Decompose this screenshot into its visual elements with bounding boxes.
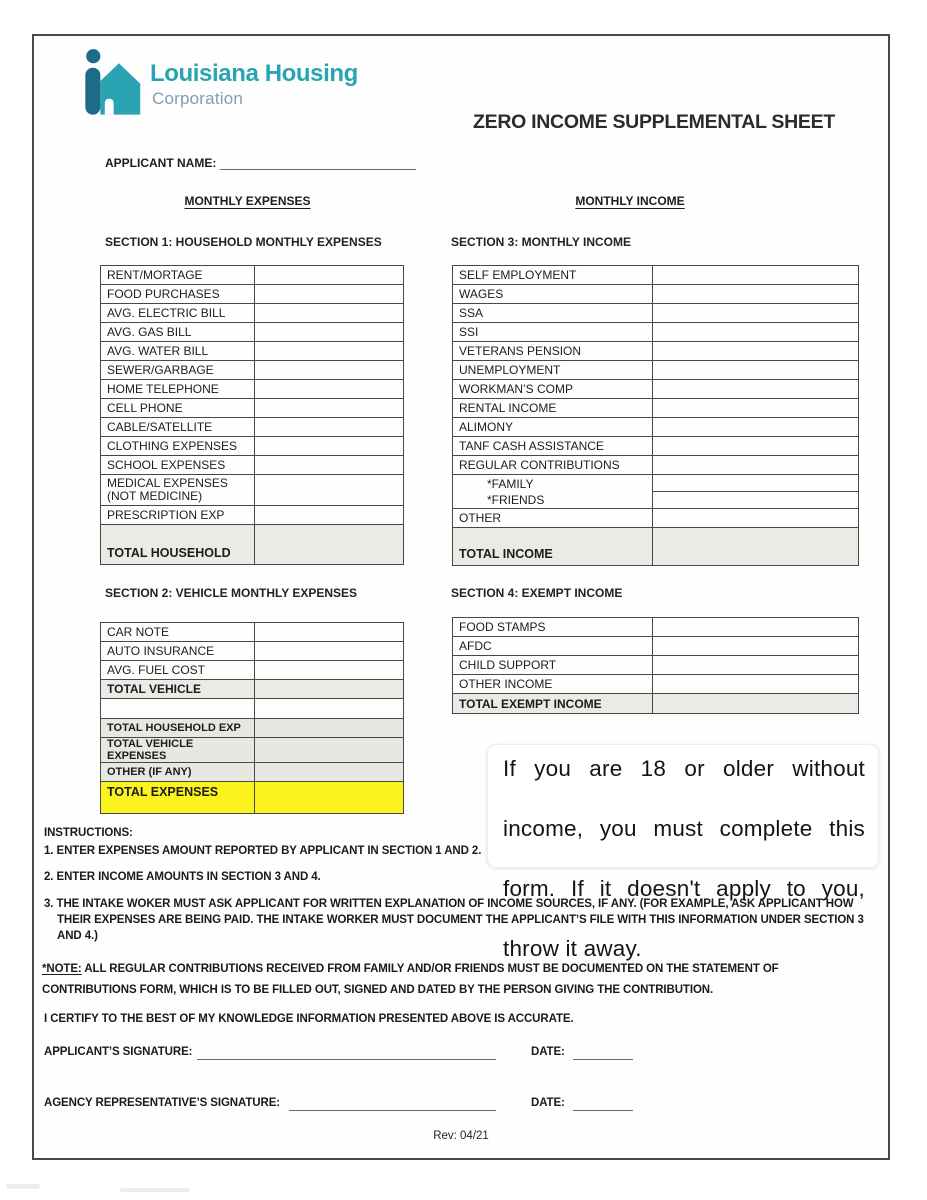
summary-row <box>101 763 404 782</box>
sticker-text-line: throw it away. <box>503 936 642 961</box>
income-label-cell: AFDC <box>453 637 653 656</box>
amount-cell[interactable] <box>653 342 859 361</box>
total-amount-cell[interactable] <box>255 525 404 565</box>
amount-cell[interactable] <box>255 506 404 525</box>
amount-cell[interactable] <box>653 675 859 694</box>
instruction-item: 2. ENTER INCOME AMOUNTS IN SECTION 3 AND 4. <box>44 871 321 883</box>
amount-cell[interactable] <box>653 399 859 418</box>
summary-row <box>101 738 404 763</box>
note-label: *NOTE: <box>42 963 82 975</box>
income-label-cell: *FAMILY *FRIENDS <box>453 475 653 509</box>
table-row <box>453 285 859 304</box>
expense-label-cell: CELL PHONE <box>101 399 255 418</box>
income-label-cell: WORKMAN’S COMP <box>453 380 653 399</box>
blank-cell <box>101 699 255 719</box>
amount-cell[interactable] <box>653 618 859 637</box>
amount-cell[interactable] <box>653 492 859 509</box>
expense-label-cell: HOME TELEPHONE <box>101 380 255 399</box>
family-friends-row <box>453 475 859 492</box>
expense-label-cell: RENT/MORTAGE <box>101 266 255 285</box>
income-label-cell: REGULAR CONTRIBUTIONS <box>453 456 653 475</box>
total-expenses-row <box>101 782 404 814</box>
instruction-item: 3. THE INTAKE WOKER MUST ASK APPLICANT FOR WRITTEN EXPLANATION OF INCOME SOURCES, IF ANY. (FOR EXAMPLE, ASK APPLICANT HOW THEIR EXPENSES ARE BEING PAID. THE INTAKE WORKER MUST DOCUMENT THE APPLICANT’S FILE WITH THIS INFORMATION UNDER SECTION 3 AND 4.) <box>44 898 864 942</box>
amount-cell[interactable] <box>255 323 404 342</box>
amount-cell[interactable] <box>653 418 859 437</box>
amount-cell[interactable] <box>653 509 859 528</box>
scan-artifact <box>6 1184 40 1189</box>
applicant-date-field[interactable] <box>573 1046 633 1060</box>
expense-label-cell: CLOTHING EXPENSES <box>101 437 255 456</box>
table-row <box>101 475 404 506</box>
income-label-cell: UNEMPLOYMENT <box>453 361 653 380</box>
table-row <box>101 380 404 399</box>
sticker-text-line: income, you must complete this <box>503 816 865 841</box>
applicant-name-label: APPLICANT NAME: <box>105 156 217 170</box>
section1-heading: SECTION 1: HOUSEHOLD MONTHLY EXPENSES <box>105 235 382 249</box>
amount-cell[interactable] <box>255 304 404 323</box>
monthly-income-header: MONTHLY INCOME <box>575 194 685 208</box>
page-title: ZERO INCOME SUPPLEMENTAL SHEET <box>473 111 835 133</box>
date-label: DATE: <box>531 1097 565 1109</box>
amount-cell[interactable] <box>255 738 404 763</box>
total-amount-cell[interactable] <box>255 680 404 699</box>
section3-table <box>452 265 859 566</box>
table-row <box>453 437 859 456</box>
income-label-cell: CHILD SUPPORT <box>453 656 653 675</box>
summary-row <box>101 719 404 738</box>
income-label-cell: RENTAL INCOME <box>453 399 653 418</box>
total-amount-cell[interactable] <box>653 528 859 566</box>
amount-cell[interactable] <box>653 656 859 675</box>
agency-signature-field[interactable] <box>289 1097 496 1111</box>
applicant-name-field[interactable] <box>220 157 416 170</box>
table-row <box>453 656 859 675</box>
income-label-cell: SSA <box>453 304 653 323</box>
amount-cell[interactable] <box>653 323 859 342</box>
expense-label-cell: AVG. FUEL COST <box>101 661 255 680</box>
amount-cell[interactable] <box>653 266 859 285</box>
income-label-cell: OTHER <box>453 509 653 528</box>
total-vehicle-row <box>101 680 404 699</box>
certification-statement: I CERTIFY TO THE BEST OF MY KNOWLEDGE INFORMATION PRESENTED ABOVE IS ACCURATE. <box>44 1013 574 1025</box>
agency-date-field[interactable] <box>573 1097 633 1111</box>
instruction-item: 1. ENTER EXPENSES AMOUNT REPORTED BY APPLICANT IN SECTION 1 AND 2. <box>44 845 482 857</box>
expense-label-cell: CABLE/SATELLITE <box>101 418 255 437</box>
amount-cell[interactable] <box>255 342 404 361</box>
table-row <box>453 418 859 437</box>
amount-cell[interactable] <box>255 661 404 680</box>
expense-label-cell: PRESCRIPTION EXP <box>101 506 255 525</box>
agency-signature-label: AGENCY REPRESENTATIVE’S SIGNATURE: <box>44 1097 281 1109</box>
contributions-note: *NOTE: ALL REGULAR CONTRIBUTIONS RECEIVED FROM FAMILY AND/OR FRIENDS MUST BE DOCUMENTED ON THE STATEMENT OF CONTRIBUTIONS FORM, WHICH IS TO BE FILLED OUT, SIGNED AND DATED BY THE PERSON GIVING THE CONTRIBUTION. <box>42 963 779 996</box>
total-label-cell: TOTAL INCOME <box>453 528 653 566</box>
table-row <box>101 418 404 437</box>
table-row <box>101 361 404 380</box>
table-row <box>453 342 859 361</box>
amount-cell[interactable] <box>255 763 404 782</box>
table-row <box>101 642 404 661</box>
income-label-cell: SELF EMPLOYMENT <box>453 266 653 285</box>
applicant-name-row <box>105 156 416 170</box>
expense-label-cell: AVG. GAS BILL <box>101 323 255 342</box>
table-row <box>101 661 404 680</box>
total-label-cell: TOTAL EXPENSES <box>101 782 255 814</box>
total-label-cell: TOTAL HOUSEHOLD <box>101 525 255 565</box>
spacer-row <box>101 699 404 719</box>
income-label-cell: TANF CASH ASSISTANCE <box>453 437 653 456</box>
section4-table <box>452 617 859 714</box>
table-row <box>453 456 859 475</box>
amount-cell[interactable] <box>255 399 404 418</box>
amount-cell[interactable] <box>255 475 404 506</box>
amount-cell[interactable] <box>255 285 404 304</box>
expense-label-cell: FOOD PURCHASES <box>101 285 255 304</box>
amount-cell[interactable] <box>255 380 404 399</box>
summary-label-cell: OTHER (IF ANY) <box>101 763 255 782</box>
instructions-heading: INSTRUCTIONS: <box>44 827 133 839</box>
blank-cell <box>255 699 404 719</box>
table-row <box>453 509 859 528</box>
income-label-cell: FOOD STAMPS <box>453 618 653 637</box>
section2-table <box>100 622 404 814</box>
table-row <box>453 323 859 342</box>
income-label-cell: ALIMONY <box>453 418 653 437</box>
amount-cell[interactable] <box>255 719 404 738</box>
pasted-note-sticker <box>487 744 879 961</box>
total-amount-cell[interactable] <box>653 694 859 714</box>
total-label-cell: TOTAL EXEMPT INCOME <box>453 694 653 714</box>
louisiana-housing-logo-icon <box>80 47 142 115</box>
revision-footer: Rev: 04/21 <box>433 1130 489 1142</box>
table-row <box>101 456 404 475</box>
amount-cell[interactable] <box>255 361 404 380</box>
applicant-signature-field[interactable] <box>197 1046 496 1060</box>
table-row <box>453 380 859 399</box>
summary-label-cell: TOTAL HOUSEHOLD EXP <box>101 719 255 738</box>
logo-subtitle: Corporation <box>152 89 244 108</box>
table-row <box>453 304 859 323</box>
income-label-cell: OTHER INCOME <box>453 675 653 694</box>
amount-cell[interactable] <box>653 285 859 304</box>
amount-cell[interactable] <box>653 456 859 475</box>
expense-label-cell: AVG. ELECTRIC BILL <box>101 304 255 323</box>
amount-cell[interactable] <box>653 304 859 323</box>
total-amount-cell[interactable] <box>255 782 404 814</box>
expense-label-cell: AUTO INSURANCE <box>101 642 255 661</box>
table-row <box>101 304 404 323</box>
section2-heading: SECTION 2: VEHICLE MONTHLY EXPENSES <box>105 586 358 600</box>
amount-cell[interactable] <box>255 418 404 437</box>
amount-cell[interactable] <box>255 266 404 285</box>
applicant-signature-label: APPLICANT’S SIGNATURE: <box>44 1046 193 1058</box>
amount-cell[interactable] <box>653 437 859 456</box>
table-row <box>453 637 859 656</box>
total-label-cell: TOTAL VEHICLE <box>101 680 255 699</box>
table-row <box>101 437 404 456</box>
date-label: DATE: <box>531 1046 565 1058</box>
table-row <box>101 399 404 418</box>
table-row <box>453 266 859 285</box>
table-row <box>453 399 859 418</box>
amount-cell[interactable] <box>255 437 404 456</box>
section3-heading: SECTION 3: MONTHLY INCOME <box>451 235 632 249</box>
table-row <box>101 506 404 525</box>
expense-label-cell: CAR NOTE <box>101 623 255 642</box>
table-row <box>453 675 859 694</box>
amount-cell[interactable] <box>255 456 404 475</box>
table-row <box>101 266 404 285</box>
table-row <box>101 323 404 342</box>
amount-cell[interactable] <box>255 642 404 661</box>
income-label-cell: WAGES <box>453 285 653 304</box>
sticker-text-line: If you are 18 or older without <box>503 756 865 781</box>
section1-table <box>100 265 404 565</box>
monthly-expenses-header: MONTHLY EXPENSES <box>184 194 311 208</box>
income-label-cell: VETERANS PENSION <box>453 342 653 361</box>
table-row <box>101 285 404 304</box>
table-row <box>101 623 404 642</box>
amount-cell[interactable] <box>255 623 404 642</box>
expense-label-cell: SCHOOL EXPENSES <box>101 456 255 475</box>
table-row <box>453 618 859 637</box>
amount-cell[interactable] <box>653 637 859 656</box>
expense-label-cell: AVG. WATER BILL <box>101 342 255 361</box>
total-exempt-row <box>453 694 859 714</box>
amount-cell[interactable] <box>653 475 859 492</box>
table-row <box>453 361 859 380</box>
total-income-row <box>453 528 859 566</box>
summary-label-cell: TOTAL VEHICLE EXPENSES <box>101 738 255 763</box>
total-household-row <box>101 525 404 565</box>
amount-cell[interactable] <box>653 380 859 399</box>
logo-wordmark: Louisiana Housing <box>150 60 358 87</box>
scan-artifact <box>120 1188 190 1192</box>
income-label-cell: SSI <box>453 323 653 342</box>
section4-heading: SECTION 4: EXEMPT INCOME <box>451 586 623 600</box>
expense-label-cell: SEWER/GARBAGE <box>101 361 255 380</box>
sticker-text-line: form. If it doesn't apply to you, <box>503 876 865 901</box>
expense-label-cell: MEDICAL EXPENSES (NOT MEDICINE) <box>101 475 255 506</box>
amount-cell[interactable] <box>653 361 859 380</box>
table-row <box>101 342 404 361</box>
